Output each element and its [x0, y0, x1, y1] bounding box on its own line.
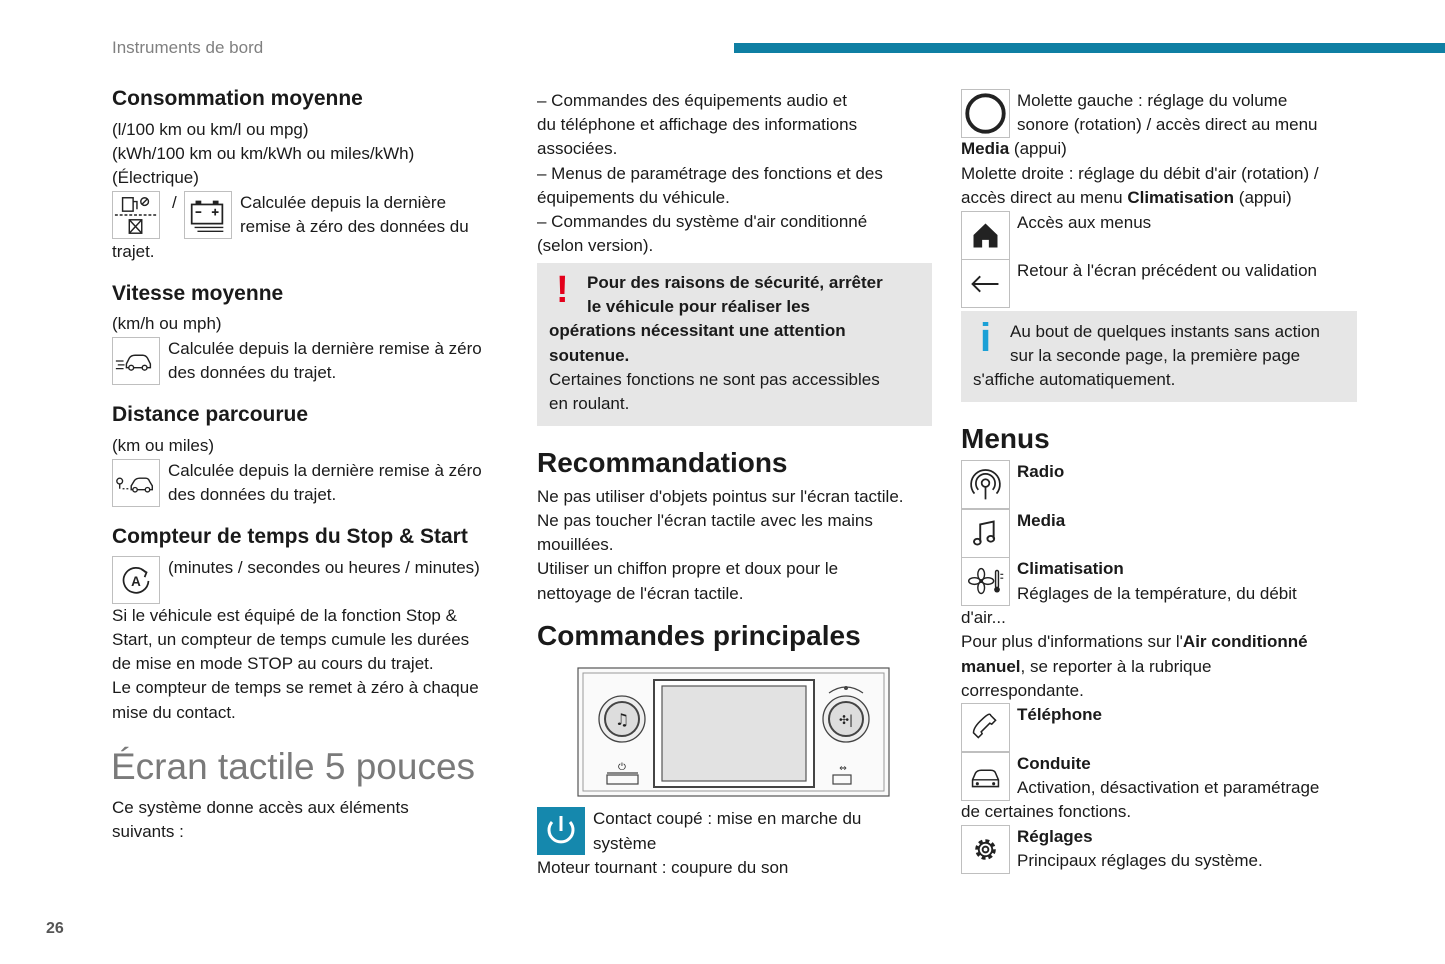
menu-media-label: Media [1017, 511, 1066, 530]
commandes-line-2: système [593, 834, 657, 853]
music-note-icon [961, 509, 1010, 558]
menus-access-text: Accès aux menus [1017, 213, 1152, 232]
menu-tel-label: Téléphone [1017, 705, 1103, 724]
vitesse-title: Vitesse moyenne [112, 282, 284, 305]
car-distance-icon [112, 459, 160, 507]
conso-unit-3: (Électrique) [112, 168, 199, 187]
conduite-line-1: Activation, désactivation et paramétrage [1017, 778, 1320, 797]
molette-line-5: accès direct au menu Climatisation (appui) [961, 188, 1292, 207]
climate-icon [961, 557, 1010, 606]
conso-desc-1: Calculée depuis la dernière [240, 193, 447, 212]
molette-line-1: Molette gauche : réglage du volume [1017, 91, 1288, 110]
menu-conduite-label: Conduite [1017, 754, 1091, 773]
info-line-3: s'affiche automatiquement. [973, 370, 1176, 389]
commandes-line-3: Moteur tournant : coupure du son [537, 858, 789, 877]
reco-line-2: Ne pas toucher l'écran tactile avec les mains [537, 511, 873, 530]
info-mark: i [980, 316, 992, 360]
settings-gear-icon [961, 825, 1010, 874]
reco-line-4: Utiliser un chiffon propre et doux pour le [537, 559, 839, 578]
conso-unit-2: (kWh/100 km ou km/kWh ou miles/kWh) [112, 144, 415, 163]
stop-start-p3: de mise en mode STOP au cours du trajet. [112, 654, 434, 673]
ecran-p1: Ce système donne accès aux éléments [112, 798, 409, 817]
conso-unit-1: (l/100 km ou km/l ou mpg) [112, 120, 309, 139]
clim-line-4: manuel, se reporter à la rubrique [961, 657, 1212, 676]
conso-desc-2: remise à zéro des données du [240, 217, 469, 236]
distance-title: Distance parcourue [112, 403, 309, 426]
retour-text: Retour à l'écran précédent ou validation [1017, 261, 1317, 280]
distance-unit: (km ou miles) [112, 436, 215, 455]
svg-text:A: A [131, 573, 141, 589]
list-line-2: du téléphone et affichage des informations [537, 115, 858, 134]
vitesse-desc-1: Calculée depuis la dernière remise à zéro [168, 339, 482, 358]
conso-desc-3: trajet. [112, 242, 155, 261]
dial-icon [961, 89, 1010, 138]
warning-bold-2: le véhicule pour réaliser les [587, 297, 811, 316]
section-header: Instruments de bord [112, 38, 264, 57]
menu-clim-label: Climatisation [1017, 559, 1124, 578]
ecran-title: Écran tactile 5 pouces [111, 746, 476, 787]
reco-title: Recommandations [537, 447, 788, 478]
list-line-7: (selon version). [537, 236, 654, 255]
clim-line-5: correspondante. [961, 681, 1084, 700]
warning-bold-3: opérations nécessitant une attention [549, 321, 846, 340]
conso-title: Consommation moyenne [112, 87, 363, 110]
menus-title: Menus [961, 423, 1050, 454]
back-arrow-icon [961, 259, 1010, 308]
car-speed-icon [112, 337, 160, 385]
home-icon [961, 211, 1010, 260]
molette-line-3: Media (appui) [961, 139, 1067, 158]
touchscreen-diagram [577, 667, 890, 797]
clim-line-2: d'air... [961, 608, 1006, 627]
stop-start-p1: Si le véhicule est équipé de la fonction Stop & [112, 606, 457, 625]
stop-start-icon [112, 556, 160, 604]
reglages-line-1: Principaux réglages du système. [1017, 851, 1263, 870]
menu-radio-label: Radio [1017, 462, 1065, 481]
svg-text:⇔: ⇔ [839, 764, 847, 774]
distance-desc-2: des données du trajet. [168, 485, 337, 504]
warning-mark: ! [556, 269, 569, 311]
stop-start-p2: Start, un compteur de temps cumule les durées [112, 630, 470, 649]
vitesse-unit: (km/h ou mph) [112, 314, 222, 333]
phone-icon [961, 703, 1010, 752]
stop-start-title: Compteur de temps du Stop & Start [112, 525, 468, 548]
header-accent-bar [734, 43, 1445, 53]
warning-bold-1: Pour des raisons de sécurité, arrêter [587, 273, 883, 292]
list-line-5: équipements du véhicule. [537, 188, 730, 207]
commandes-line-1: Contact coupé : mise en marche du [593, 809, 862, 828]
power-icon [537, 807, 585, 855]
stop-start-p4: Le compteur de temps se remet à zéro à chaque [112, 678, 479, 697]
molette-line-2: sonore (rotation) / accès direct au menu [1017, 115, 1318, 134]
fuel-electric-icon [112, 191, 160, 239]
list-line-3: associées. [537, 139, 618, 158]
stop-start-p5: mise du contact. [112, 703, 236, 722]
svg-text:♫: ♫ [614, 710, 630, 729]
info-line-1: Au bout de quelques instants sans action [1010, 322, 1320, 341]
commandes-title: Commandes principales [537, 620, 861, 651]
list-line-6: – Commandes du système d'air conditionné [537, 212, 868, 231]
page-number: 26 [46, 920, 64, 937]
reco-line-1: Ne pas utiliser d'objets pointus sur l'écran tactile. [537, 487, 904, 506]
stop-start-unit: (minutes / secondes ou heures / minutes) [168, 558, 480, 577]
info-line-2: sur la seconde page, la première page [1010, 346, 1301, 365]
svg-text:✣|: ✣| [838, 713, 854, 727]
molette-line-4: Molette droite : réglage du débit d'air (rotation) / [961, 164, 1319, 183]
warning-bold-4: soutenue. [549, 346, 630, 365]
clim-line-1: Réglages de la température, du débit [1017, 584, 1297, 603]
car-icon [961, 752, 1010, 801]
list-line-4: – Menus de paramétrage des fonctions et des [537, 164, 883, 183]
vitesse-desc-2: des données du trajet. [168, 363, 337, 382]
conso-separator: / [172, 193, 177, 212]
warning-note-2: en roulant. [549, 394, 630, 413]
menu-reglages-label: Réglages [1017, 827, 1093, 846]
reco-line-5: nettoyage de l'écran tactile. [537, 584, 744, 603]
distance-desc-1: Calculée depuis la dernière remise à zéro [168, 461, 482, 480]
radio-icon [961, 460, 1010, 509]
ecran-p2: suivants : [112, 822, 184, 841]
warning-note-1: Certaines fonctions ne sont pas accessibles [549, 370, 880, 389]
clim-line-3: Pour plus d'informations sur l'Air conditionné [961, 632, 1308, 651]
reco-line-3: mouillées. [537, 535, 614, 554]
list-line-1: – Commandes des équipements audio et [537, 91, 847, 110]
conduite-line-2: de certaines fonctions. [961, 802, 1132, 821]
svg-text:⏻: ⏻ [618, 762, 626, 773]
battery-icon [184, 191, 232, 239]
